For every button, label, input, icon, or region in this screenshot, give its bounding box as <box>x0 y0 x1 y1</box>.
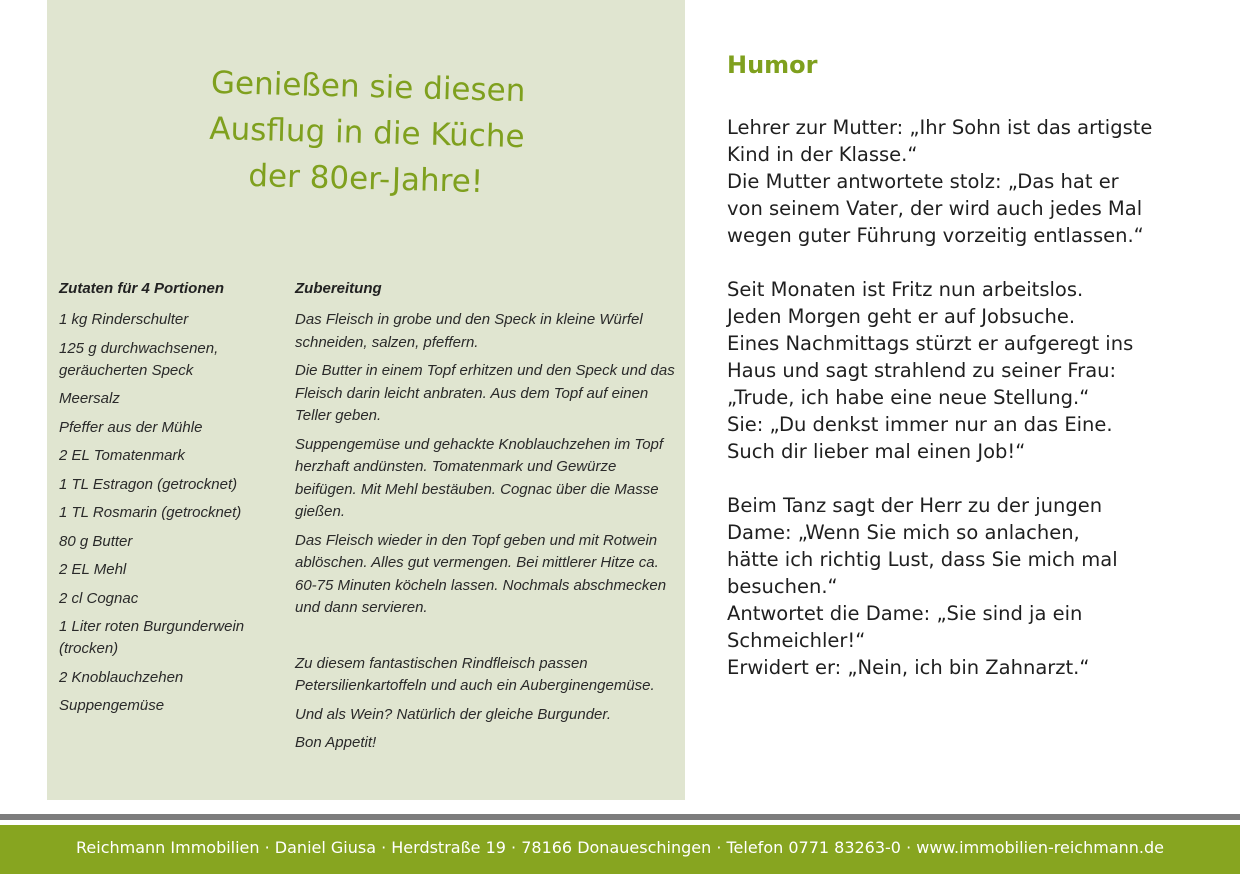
jokes <box>727 114 1197 681</box>
joke <box>727 114 1197 249</box>
slogan <box>165 59 568 207</box>
joke-line: Jeden Morgen geht er auf Jobsuche. <box>727 305 1076 328</box>
ingredient-item: 2 EL Tomatenmark <box>59 447 185 464</box>
preparation-heading: Zubereitung <box>295 280 382 297</box>
closing-note: Bon Appetit! <box>295 734 377 751</box>
ingredient-item: Meersalz <box>59 390 120 407</box>
joke-line: Haus und sagt strahlend zu seiner Frau: <box>727 359 1117 382</box>
joke-line: wegen guter Führung vorzeitig entlassen.“ <box>727 224 1144 247</box>
joke-line: Sie: „Du denkst immer nur an das Eine. <box>727 413 1113 436</box>
joke-line: Seit Monaten ist Fritz nun arbeitslos. <box>727 278 1084 301</box>
ingredient-item: 1 Liter roten Burgunderwein (trocken) <box>59 618 245 657</box>
joke-line: Eines Nachmittags stürzt er aufgeregt ins <box>727 332 1134 355</box>
joke-line: Erwidert er: „Nein, ich bin Zahnarzt.“ <box>727 656 1090 679</box>
joke <box>727 492 1197 681</box>
joke-line: hätte ich richtig Lust, dass Sie mich mal <box>727 548 1118 571</box>
joke <box>727 276 1197 465</box>
humor-title: Humor <box>727 51 818 79</box>
joke-line: Such dir lieber mal einen Job!“ <box>727 440 1026 463</box>
joke-line: besuchen.“ <box>727 575 838 598</box>
footer-bar <box>0 825 1240 874</box>
ingredient-item: 1 TL Rosmarin (getrocknet) <box>59 504 242 521</box>
preparation-step: Das Fleisch wieder in den Topf geben und mit Rotwein ablöschen. Alles gut vermengen. Bei mittlerer Hitze ca. 60-75 Minuten köcheln lassen. Nochmals abschmecken und dann servieren. <box>295 531 667 616</box>
ingredient-item: 2 EL Mehl <box>59 561 127 578</box>
footer-contact: Reichmann Immobilien · Daniel Giusa · Herdstraße 19 · 78166 Donaueschingen · Telefon 0771 83263-0 · www.immobilien-reichmann.de <box>76 838 1164 857</box>
joke-line: Die Mutter antwortete stolz: „Das hat er <box>727 170 1119 193</box>
preparation-step: Suppengemüse und gehackte Knoblauchzehen im Topf herzhaft andünsten. Tomatenmark und Gewürze beifügen. Mit Mehl bestäuben. Cognac über die Masse gießen. <box>295 435 664 520</box>
wine-note: Und als Wein? Natürlich der gleiche Burgunder. <box>295 705 612 723</box>
serving-note: Zu diesem fantastischen Rindfleisch passen Petersilienkartoffeln und auch ein Auberginengemüse. <box>295 654 655 694</box>
slogan-line: Ausflug in die Küche <box>208 110 526 156</box>
ingredients-list <box>59 309 269 717</box>
ingredients-column <box>59 279 269 724</box>
joke-line: Lehrer zur Mutter: „Ihr Sohn ist das artigste <box>727 116 1153 139</box>
joke-line: Kind in der Klasse.“ <box>727 143 918 166</box>
joke-line: Beim Tanz sagt der Herr zu der jungen <box>727 494 1103 517</box>
footer-divider <box>0 814 1240 820</box>
joke-line: Antwortet die Dame: „Sie sind ja ein <box>727 602 1083 625</box>
ingredient-item: 1 kg Rinderschulter <box>59 311 189 328</box>
humor-section <box>727 48 1197 708</box>
recipe-panel <box>47 0 685 800</box>
joke-line: von seinem Vater, der wird auch jedes Mal <box>727 197 1143 220</box>
slogan-line: Genießen sie diesen <box>210 64 526 110</box>
ingredient-item: Suppengemüse <box>59 697 165 714</box>
preparation-step: Die Butter in einem Topf erhitzen und den Speck und das Fleisch darin leicht anbraten. Aus dem Topf auf einen Teller geben. <box>295 362 675 424</box>
joke-line: Dame: „Wenn Sie mich so anlachen, <box>727 521 1080 544</box>
joke-line: Schmeichler!“ <box>727 629 866 652</box>
ingredient-item: 2 Knoblauchzehen <box>59 668 184 686</box>
slogan-line: der 80er-Jahre! <box>247 157 484 201</box>
ingredient-item: 1 TL Estragon (getrocknet) <box>59 475 238 493</box>
joke-line: „Trude, ich habe eine neue Stellung.“ <box>727 386 1090 409</box>
ingredient-item: 80 g Butter <box>59 532 133 550</box>
ingredient-item: Pfeffer aus der Mühle <box>59 418 203 436</box>
ingredients-heading: Zutaten für 4 Portionen <box>59 280 224 297</box>
ingredient-item: 2 cl Cognac <box>59 589 139 607</box>
preparation-step: Das Fleisch in grobe und den Speck in kleine Würfel schneiden, salzen, pfeffern. <box>295 311 643 351</box>
ingredient-item: 125 g durchwachsenen, geräucherten Speck <box>59 339 219 379</box>
preparation-column <box>295 279 675 761</box>
